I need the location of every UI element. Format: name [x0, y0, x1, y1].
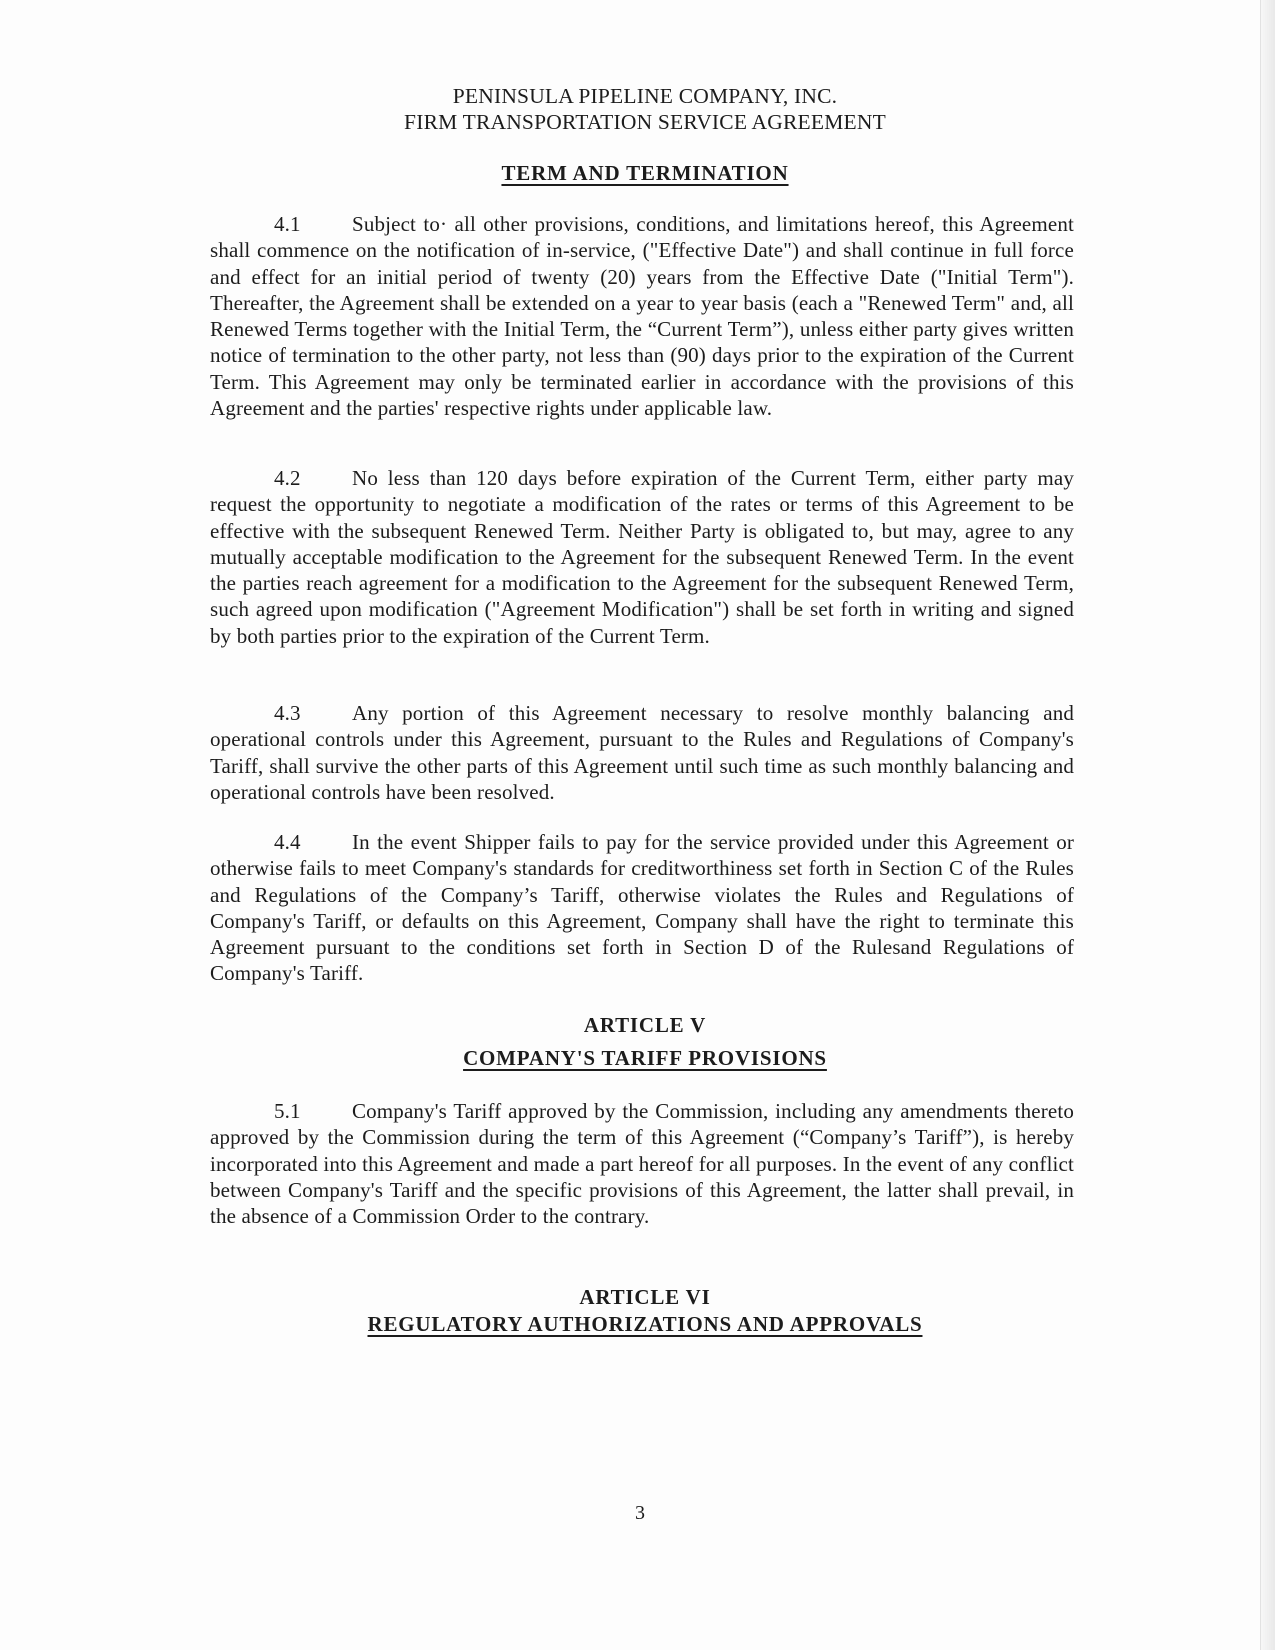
page-edge	[1260, 0, 1275, 1650]
section-heading-term-and-termination	[210, 160, 1080, 186]
article-6-label: ARTICLE VI	[579, 1285, 711, 1309]
article-5-label: ARTICLE V	[583, 1013, 707, 1037]
paragraph-number: 4.2	[274, 466, 301, 490]
section-heading-text: TERM AND TERMINATION	[501, 161, 789, 185]
paragraph-5-1	[210, 1098, 1074, 1229]
paragraph-number: 4.3	[274, 701, 301, 725]
page-number: 3	[635, 1502, 645, 1524]
paragraph-4-2	[210, 465, 1074, 649]
article-6-title	[210, 1311, 1080, 1337]
paragraph-number: 4.1	[274, 212, 301, 236]
paragraph-number: 5.1	[274, 1099, 301, 1123]
document-header-company: PENINSULA PIPELINE COMPANY, INC.	[452, 84, 838, 108]
paragraph-text: In the event Shipper fails to pay for the service provided under this Agreement or otherwise fails to meet Company's standards for creditworthiness set forth in Section C of the Rules and Regulations of the Company’s Tariff, otherwise violates the Rules and Regulations of Company's Tariff, or defaults on this Agreement, Company shall have the right to terminate this Agreement pursuant to the conditions set forth in Section D of the Rulesand Regulations of Company's Tariff.	[210, 830, 1074, 986]
article-title-text: REGULATORY AUTHORIZATIONS AND APPROVALS	[367, 1312, 923, 1336]
paragraph-4-4	[210, 829, 1074, 987]
article-5-title	[210, 1045, 1080, 1071]
paragraph-4-1	[210, 211, 1074, 421]
document-header-agreement-title: FIRM TRANSPORTATION SERVICE AGREEMENT	[404, 110, 886, 134]
paragraph-text: Company's Tariff approved by the Commission, including any amendments thereto approved by the Commission during the term of this Agreement (“Company’s Tariff”), is hereby incorporated into this Agreement and made a part hereof for all purposes. In the event of any conflict between Company's Tariff and the specific provisions of this Agreement, the latter shall prevail, in the absence of a Commission Order to the contrary.	[210, 1099, 1074, 1229]
paragraph-number: 4.4	[274, 830, 301, 854]
article-title-text: COMPANY'S TARIFF PROVISIONS	[463, 1046, 827, 1070]
paragraph-4-3	[210, 700, 1074, 805]
paragraph-text: Subject to· all other provisions, conditions, and limitations hereof, this Agreement shall commence on the notification of in-service, ("Effective Date") and shall continue in full force and effect for an initial period of twenty (20) years from the Effective Date ("Initial Term"). Thereafter, the Agreement shall be extended on a year to year basis (each a "Renewed Term" and, all Renewed Terms together with the Initial Term, the “Current Term”), unless either party gives written notice of termination to the other party, not less than (90) days prior to the expiration of the Current Term. This Agreement may only be terminated earlier in accordance with the provisions of this Agreement and the parties' respective rights under applicable law.	[210, 212, 1074, 421]
paragraph-text: Any portion of this Agreement necessary to resolve monthly balancing and operational controls under this Agreement, pursuant to the Rules and Regulations of Company's Tariff, shall survive the other parts of this Agreement until such time as such monthly balancing and operational controls have been resolved.	[210, 701, 1074, 804]
paragraph-text: No less than 120 days before expiration of the Current Term, either party may request the opportunity to negotiate a modification of the rates or terms of this Agreement to be effective with the subsequent Renewed Term. Neither Party is obligated to, but may, agree to any mutually acceptable modification to the Agreement for the subsequent Renewed Term. In the event the parties reach agreement for a modification to the Agreement for the subsequent Renewed Term, such agreed upon modification ("Agreement Modification") shall be set forth in writing and signed by both parties prior to the expiration of the Current Term.	[210, 466, 1074, 648]
